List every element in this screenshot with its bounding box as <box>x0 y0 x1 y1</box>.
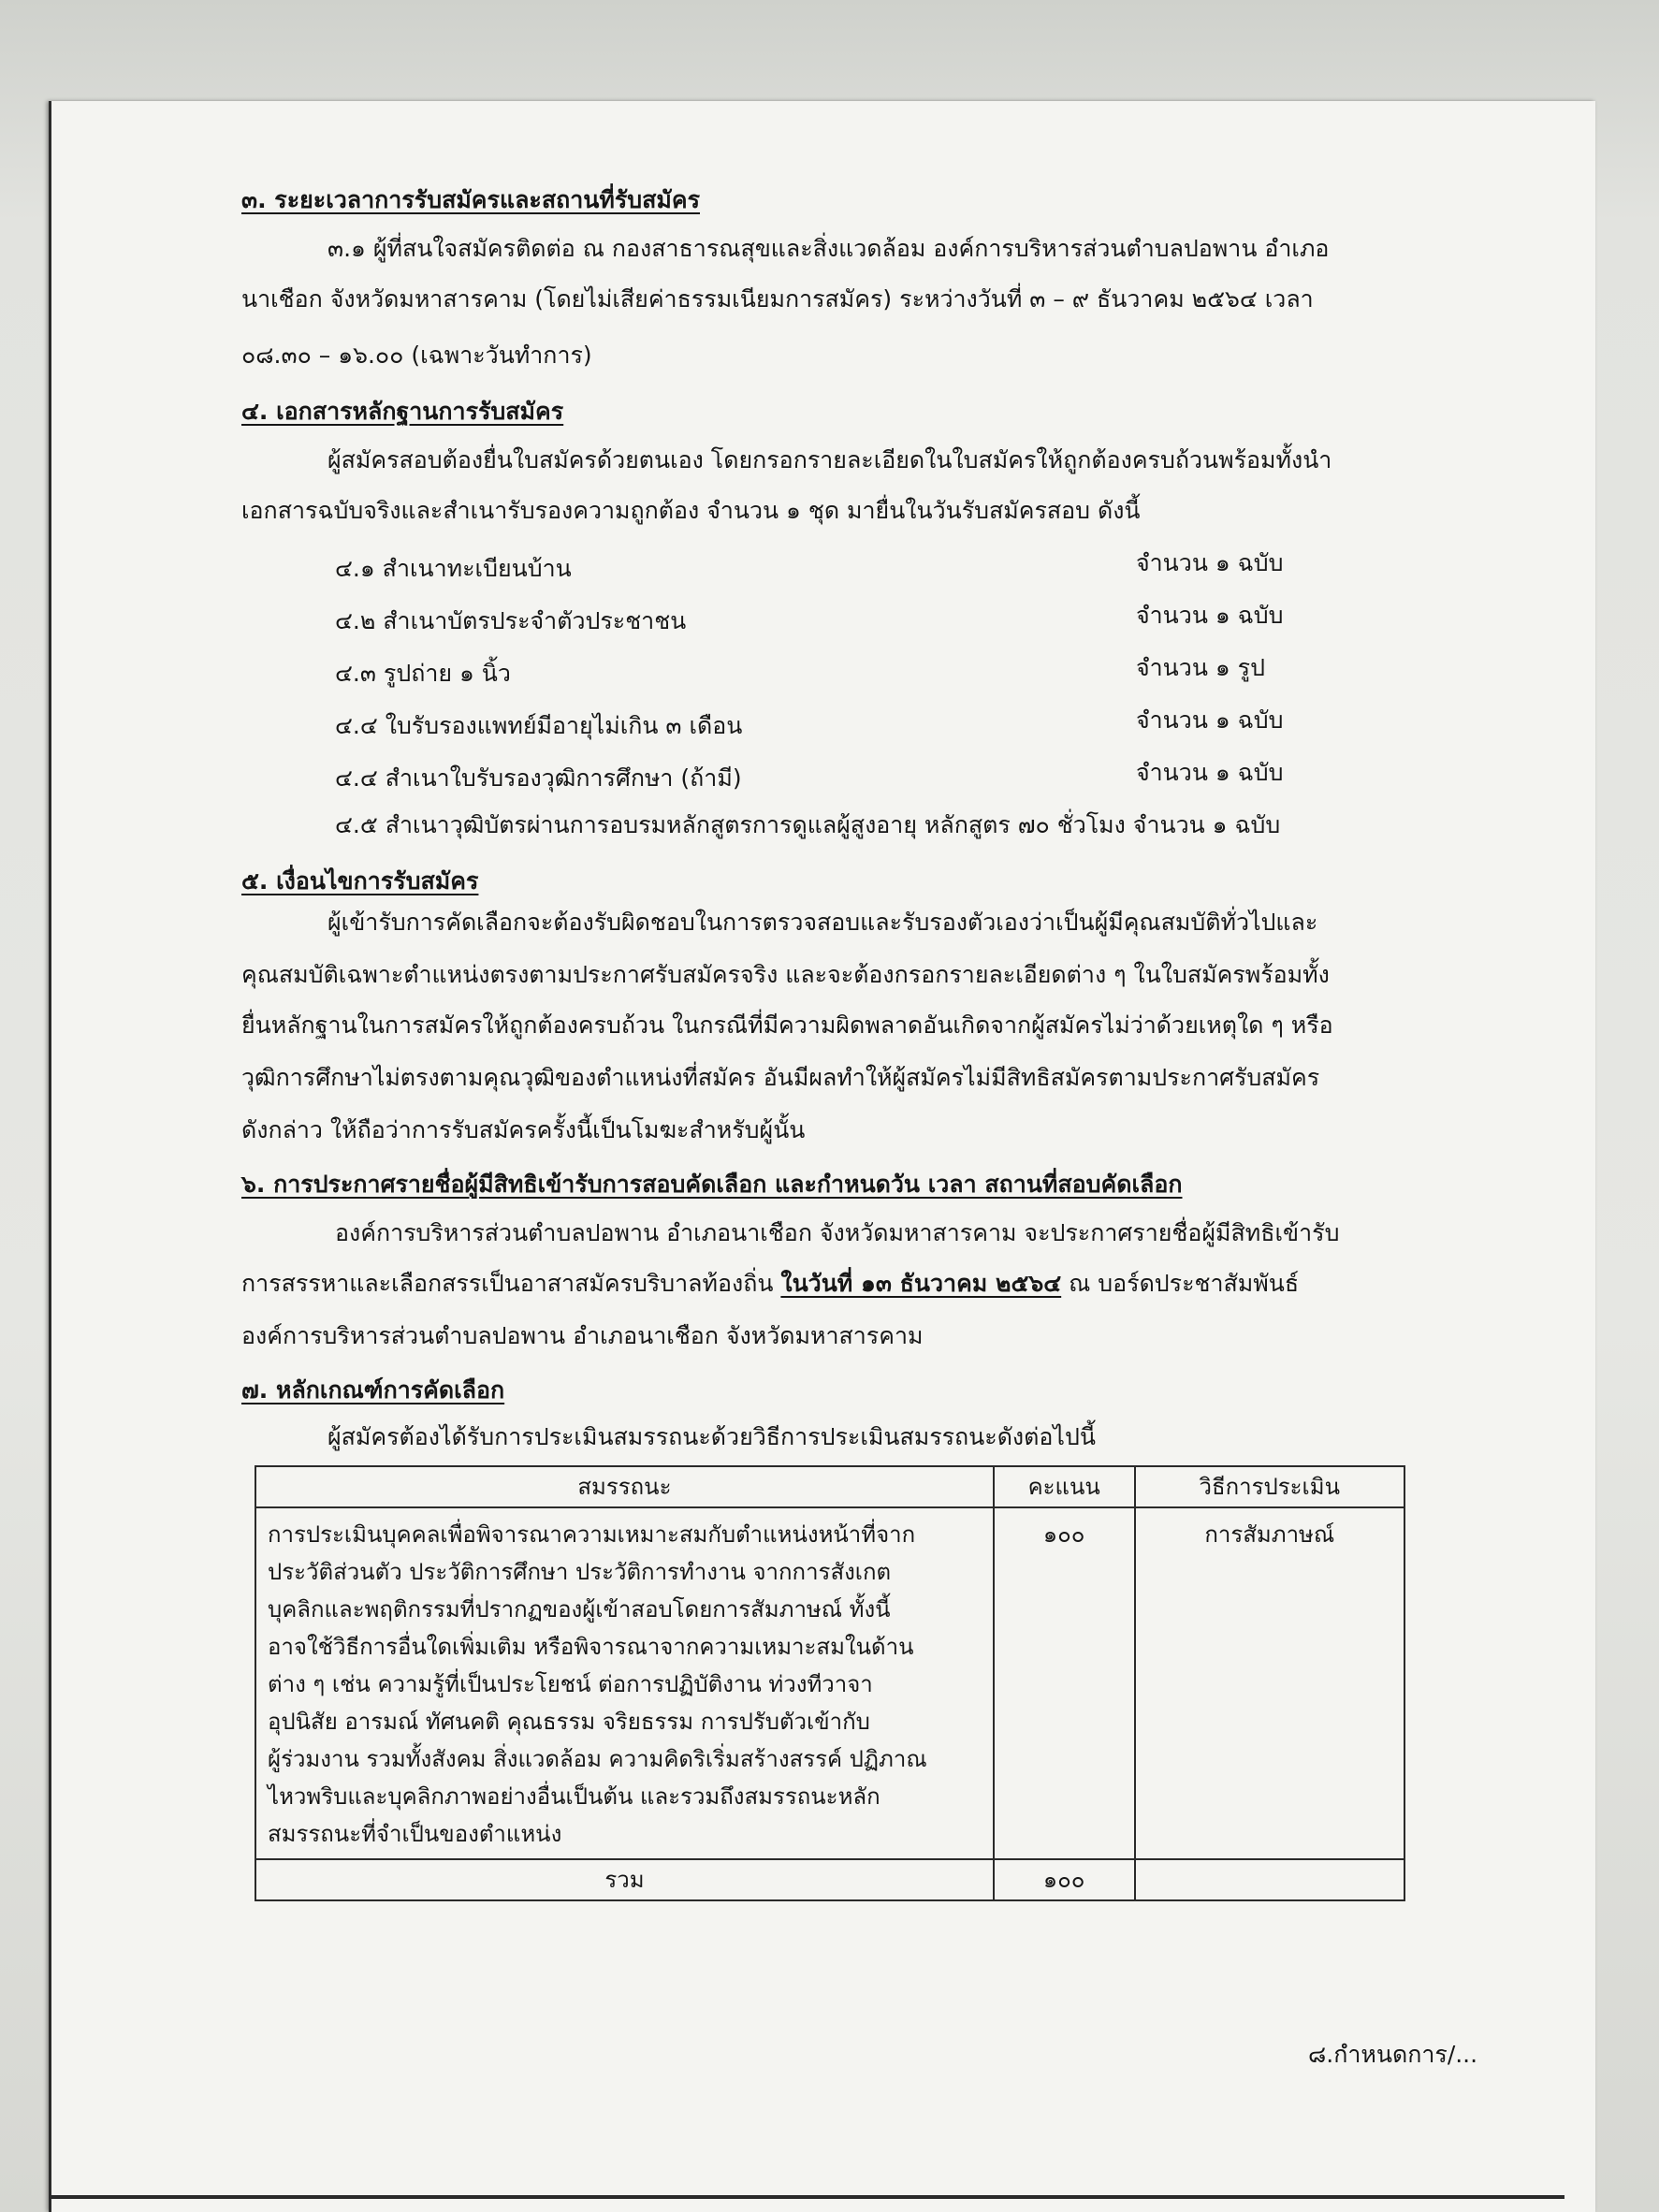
section-6-heading: ๖. การประกาศรายชื่อผู้มีสิทธิเข้ารับการสอบคัดเลือก และกำหนดวัน เวลา สถานที่สอบคัดเลือก <box>241 1171 1183 1198</box>
score-value: ๑๐๐ <box>994 1507 1135 1859</box>
document-item-qty: จำนวน ๑ ฉบับ <box>1136 706 1284 734</box>
description-line: ต่าง ๆ เช่น ความรู้ที่เป็นประโยชน์ ต่อการปฏิบัติงาน ท่วงทีวาจา <box>268 1671 873 1697</box>
section-5-line-4: วุฒิการศึกษาไม่ตรงตามคุณวุฒิของตำแหน่งที่สมัคร อันมีผลทำให้ผู้สมัครไม่มีสิทธิสมัครตามประกาศรับสมัคร <box>241 1064 1320 1091</box>
document-item-label: ๔.๑ สำเนาทะเบียนบ้าน <box>335 555 572 582</box>
document-item-last: ๔.๕ สำเนาวุฒิบัตรผ่านการอบรมหลักสูตรการดูแลผู้สูงอายุ หลักสูตร ๗๐ ชั่วโมง จำนวน ๑ ฉบับ <box>335 811 1281 838</box>
header-score: คะแนน <box>994 1466 1135 1507</box>
table-header-row <box>255 1466 1404 1507</box>
section-3-line-1: ๓.๑ ผู้ที่สนใจสมัครติดต่อ ณ กองสาธารณสุขและสิ่งแวดล้อม องค์การบริหารส่วนตำบลปอพาน อำเภอ <box>327 235 1330 262</box>
section-7-intro: ผู้สมัครต้องได้รับการประเมินสมรรถนะด้วยวิธีการประเมินสมรรถนะดังต่อไปนี้ <box>327 1423 1096 1450</box>
description-line: ประวัติส่วนตัว ประวัติการศึกษา ประวัติการทำงาน จากการสังเกต <box>268 1559 892 1585</box>
document-item-qty: จำนวน ๑ ฉบับ <box>1136 602 1284 629</box>
table-total-row <box>255 1859 1404 1900</box>
section-6-line-2 <box>241 1267 1299 1301</box>
document-item-label: ๔.๓ รูปถ่าย ๑ นิ้ว <box>335 660 511 687</box>
section-4-heading: ๔. เอกสารหลักฐานการรับสมัคร <box>241 398 564 425</box>
section-4-line-2: เอกสารฉบับจริงและสำเนารับรองความถูกต้อง จำนวน ๑ ชุด มายื่นในวันรับสมัครสอบ ดังนี้ <box>241 497 1141 524</box>
total-value: ๑๐๐ <box>994 1859 1135 1900</box>
page-bottom-edge <box>49 2195 1564 2199</box>
section-5-line-1: ผู้เข้ารับการคัดเลือกจะต้องรับผิดชอบในการตรวจสอบและรับรองตัวเองว่าเป็นผู้มีคุณสมบัติทั่วไปและ <box>327 909 1318 936</box>
description-line: ผู้ร่วมงาน รวมทั้งสังคม สิ่งแวดล้อม ความคิดริเริ่มสร้างสรรค์ ปฏิภาณ <box>268 1746 927 1772</box>
document-item-qty: จำนวน ๑ ฉบับ <box>1136 759 1284 786</box>
document-item-label: ๔.๒ สำเนาบัตรประจำตัวประชาชน <box>335 607 687 634</box>
section-3-heading: ๓. ระยะเวลาการรับสมัครและสถานที่รับสมัคร <box>241 186 701 213</box>
section-5-heading: ๕. เงื่อนไขการรับสมัคร <box>241 867 479 895</box>
document-item-label: ๔.๔ ใบรับรองแพทย์มีอายุไม่เกิน ๓ เดือน <box>335 712 743 739</box>
description-line: ไหวพริบและบุคลิกภาพอย่างอื่นเป็นต้น และรวมถึงสมรรถนะหลัก <box>268 1783 880 1810</box>
description-line: อาจใช้วิธีการอื่นใดเพิ่มเติม หรือพิจารณาจากความเหมาะสมในด้าน <box>268 1634 914 1660</box>
section-5-line-2: คุณสมบัติเฉพาะตำแหน่งตรงตามประกาศรับสมัครจริง และจะต้องกรอกรายละเอียดต่าง ๆ ในใบสมัครพร้อมทั้ง <box>241 961 1330 988</box>
total-method-empty <box>1135 1859 1404 1900</box>
section-5-line-5: ดังกล่าว ให้ถือว่าการรับสมัครครั้งนี้เป็นโมฆะสำหรับผู้นั้น <box>241 1116 806 1143</box>
description-line: บุคลิกและพฤติกรรมที่ปรากฏของผู้เข้าสอบโดยการสัมภาษณ์ ทั้งนี้ <box>268 1596 891 1623</box>
section-6-line-3: องค์การบริหารส่วนตำบลปอพาน อำเภอนาเชือก จังหวัดมหาสารคาม <box>241 1322 924 1349</box>
section-6-line-1: องค์การบริหารส่วนตำบลปอพาน อำเภอนาเชือก จังหวัดมหาสารคาม จะประกาศรายชื่อผู้มีสิทธิเข้ารับ <box>335 1219 1340 1246</box>
table-row <box>255 1507 1404 1859</box>
section-5-line-3: ยื่นหลักฐานในการสมัครให้ถูกต้องครบถ้วน ในกรณีที่มีความผิดพลาดอันเกิดจากผู้สมัครไม่ว่าด้วยเหตุใด ๆ หรือ <box>241 1011 1333 1039</box>
section-6-line-2-start: การสรรหาและเลือกสรรเป็นอาสาสมัครบริบาลท้องถิ่น <box>241 1270 781 1297</box>
total-label: รวม <box>255 1859 994 1900</box>
document-item-qty: จำนวน ๑ ฉบับ <box>1136 549 1284 576</box>
description-line: สมรรถนะที่จำเป็นของตำแหน่ง <box>268 1821 562 1847</box>
section-3-line-2: นาเชือก จังหวัดมหาสารคาม (โดยไม่เสียค่าธรรมเนียมการสมัคร) ระหว่างวันที่ ๓ – ๙ ธันวาคม ๒๕๖๔ เวลา <box>241 285 1314 313</box>
description-line: อุปนิสัย อารมณ์ ทัศนคติ คุณธรรม จริยธรรม การปรับตัวเข้ากับ <box>268 1709 870 1735</box>
header-competency: สมรรถนะ <box>255 1466 994 1507</box>
section-4-line-1: ผู้สมัครสอบต้องยื่นใบสมัครด้วยตนเอง โดยกรอกรายละเอียดในใบสมัครให้ถูกต้องครบถ้วนพร้อมทั้งนำ <box>327 446 1332 473</box>
document-item-qty: จำนวน ๑ รูป <box>1136 654 1265 681</box>
description-line: การประเมินบุคคลเพื่อพิจารณาความเหมาะสมกับตำแหน่งหน้าที่จาก <box>268 1521 916 1548</box>
header-method: วิธีการประเมิน <box>1135 1466 1404 1507</box>
announcement-date: ในวันที่ ๑๓ ธันวาคม ๒๕๖๔ <box>780 1270 1062 1297</box>
competency-description <box>255 1507 994 1859</box>
method-value: การสัมภาษณ์ <box>1135 1507 1404 1859</box>
section-3-line-3: ๐๘.๓๐ – ๑๖.๐๐ (เฉพาะวันทำการ) <box>241 342 592 369</box>
section-6-line-2-end: ณ บอร์ดประชาสัมพันธ์ <box>1061 1270 1300 1297</box>
criteria-table <box>255 1465 1405 1901</box>
section-7-heading: ๗. หลักเกณฑ์การคัดเลือก <box>241 1376 505 1404</box>
next-page-reference: ๘.กำหนดการ/... <box>1308 2041 1478 2068</box>
document-item-label: ๔.๔ สำเนาใบรับรองวุฒิการศึกษา (ถ้ามี) <box>335 764 742 792</box>
